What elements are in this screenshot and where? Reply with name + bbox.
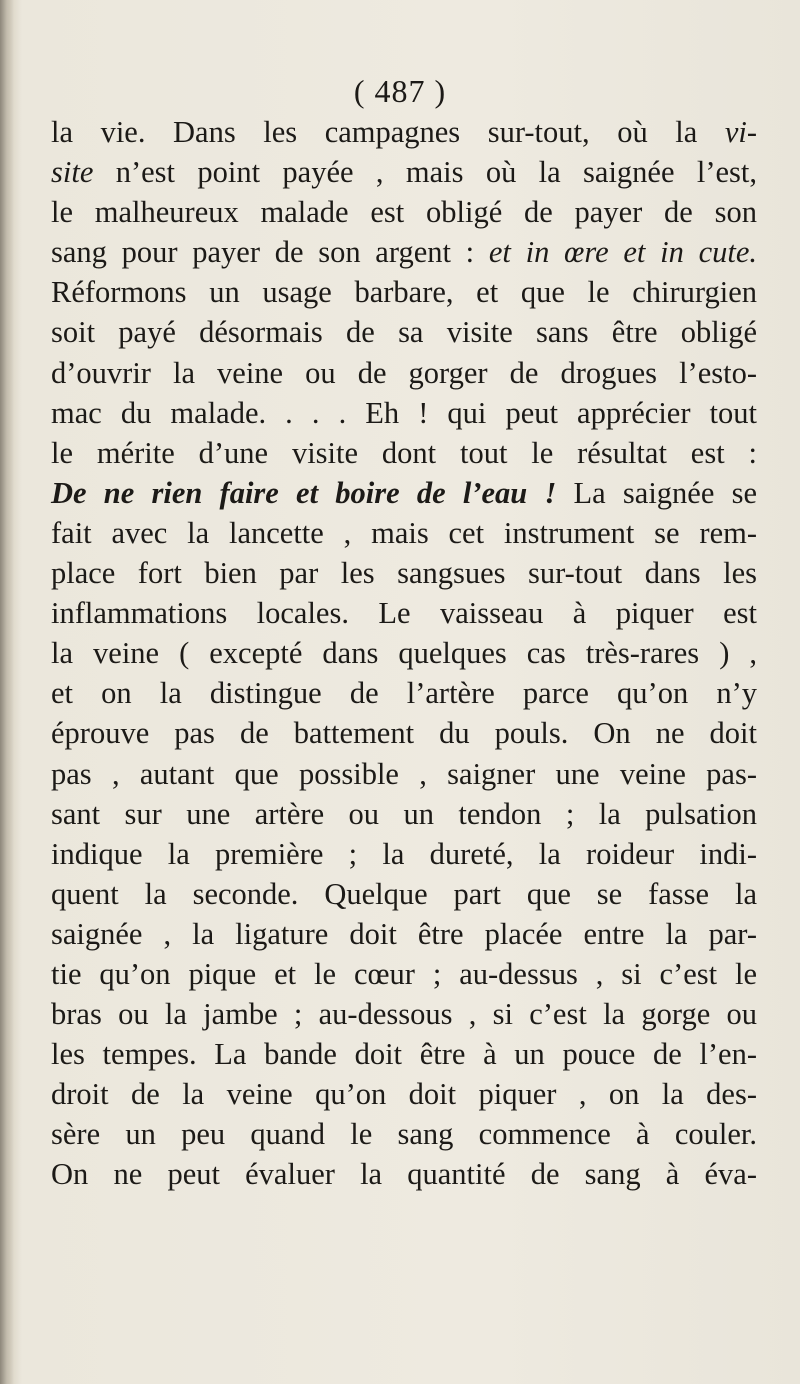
text-segment: les tempes. La bande doit être à un pouce de l’en- (51, 1037, 757, 1072)
text-segment: sant sur une artère ou un tendon ; la pulsation (51, 796, 757, 831)
text-line (51, 874, 757, 914)
text-line (51, 553, 757, 593)
text-line (51, 353, 757, 393)
text-segment: bras ou la jambe ; au-dessous , si c’est la gorge ou (51, 997, 757, 1032)
text-line (51, 754, 757, 794)
text-segment: Réformons un usage barbare, et que le chirurgien (51, 275, 757, 310)
text-line (51, 433, 757, 473)
text-segment: saignée , la ligature doit être placée entre la par- (51, 916, 757, 951)
text-segment: On ne peut évaluer la quantité de sang à éva- (51, 1157, 757, 1192)
text-segment: inflammations locales. Le vaisseau à piquer est (51, 596, 757, 631)
text-segment: vi- (724, 115, 757, 149)
text-segment: d’ouvrir la veine ou de gorger de drogues l’esto- (51, 355, 757, 390)
text-segment: le mérite d’une visite dont tout le résultat est : (51, 435, 757, 470)
text-segment: droit de la veine qu’on doit piquer , on la des- (51, 1077, 757, 1112)
text-segment: quent la seconde. Quelque part que se fasse la (51, 876, 757, 911)
text-line (51, 192, 757, 232)
text-segment: fait avec la lancette , mais cet instrument se rem- (51, 515, 757, 550)
text-line (51, 834, 757, 874)
binding-gutter (0, 0, 14, 1384)
text-segment: n’est point payée , mais où la saignée l’est, (93, 155, 757, 190)
text-line (51, 112, 757, 152)
text-segment: sère un peu quand le sang commence à couler. (51, 1117, 757, 1152)
text-line (51, 272, 757, 312)
text-line (51, 914, 757, 954)
text-segment: sang pour payer de son argent : (51, 235, 489, 270)
text-segment: place fort bien par les sangsues sur-tout dans les (51, 556, 757, 591)
body-text (51, 112, 757, 1195)
text-line (51, 673, 757, 713)
text-segment: pas , autant que possible , saigner une veine pas- (51, 756, 757, 791)
text-line (51, 513, 757, 553)
text-segment: et on la distingue de l’artère parce qu’on n’y (51, 676, 757, 711)
text-segment: soit payé désormais de sa visite sans être obligé (51, 315, 757, 350)
text-line (51, 1154, 757, 1194)
text-line (51, 593, 757, 633)
text-segment: La saignée se (556, 475, 757, 510)
text-segment: le malheureux malade est obligé de payer de son (51, 195, 757, 230)
text-segment: et in œre et in cute. (488, 235, 757, 270)
text-line (51, 473, 757, 513)
text-line (51, 232, 757, 272)
text-line (51, 633, 757, 673)
text-line (51, 1114, 757, 1154)
text-segment: la veine ( excepté dans quelques cas très-rares ) , (51, 636, 757, 671)
text-line (51, 1074, 757, 1114)
text-line (51, 1034, 757, 1074)
text-line (51, 393, 757, 433)
text-segment: éprouve pas de battement du pouls. On ne doit (51, 716, 757, 751)
text-segment: site (51, 155, 94, 190)
text-line (51, 312, 757, 352)
text-segment: indique la première ; la dureté, la roideur indi- (51, 836, 757, 871)
text-line (51, 713, 757, 753)
text-line (51, 152, 757, 192)
page-number: ( 487 ) (353, 73, 447, 109)
text-line (51, 994, 757, 1034)
text-line (51, 954, 757, 994)
text-segment: la vie. Dans les campagnes sur-tout, où la (51, 115, 725, 149)
text-line (51, 794, 757, 834)
text-segment: De ne rien faire et boire de l’eau ! (51, 475, 557, 510)
text-segment: tie qu’on pique et le cœur ; au-dessus , si c’est le (51, 956, 757, 991)
text-segment: mac du malade. . . . Eh ! qui peut apprécier tout (51, 395, 757, 430)
